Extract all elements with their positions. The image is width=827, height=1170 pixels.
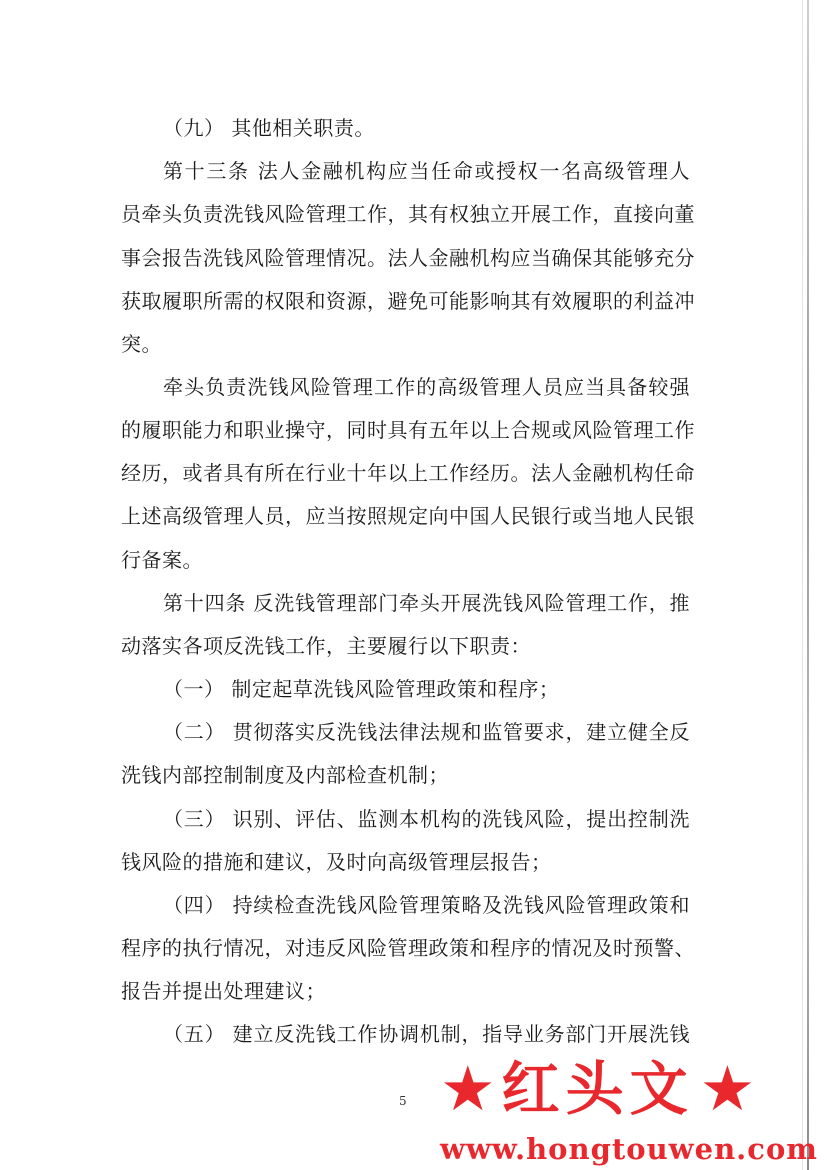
text-line: 获取履职所需的权限和资源，避免可能影响其有效履职的利益冲 xyxy=(121,289,695,313)
page-number: 5 xyxy=(399,1094,407,1108)
text-line: 洗钱内部控制制度及内部检查机制； xyxy=(121,763,449,787)
text-line: 经历，或者具有所在行业十年以上工作经历。法人金融机构任命 xyxy=(121,461,695,485)
text-line: （一） 制定起草洗钱风险管理政策和程序； xyxy=(163,677,560,701)
text-line: 员牵头负责洗钱风险管理工作，其有权独立开展工作，直接向董 xyxy=(121,202,695,226)
watermark xyxy=(440,1052,827,1170)
watermark-brand: 红头文 xyxy=(501,1055,694,1123)
text-line: 行备案。 xyxy=(121,548,203,572)
watermark-url: www.hongtouwen.com xyxy=(440,1132,818,1166)
text-line: （九） 其他相关职责。 xyxy=(163,116,375,140)
text-line: 事会报告洗钱风险管理情况。法人金融机构应当确保其能够充分 xyxy=(121,246,695,270)
text-line: （五） 建立反洗钱工作协调机制，指导业务部门开展洗钱 xyxy=(163,1022,690,1046)
text-line: 钱风险的措施和建议，及时向高级管理层报告； xyxy=(121,850,552,874)
text-line: 报告并提出处理建议； xyxy=(121,979,326,1003)
text-line: （二） 贯彻落实反洗钱法律法规和监管要求，建立健全反 xyxy=(163,720,690,744)
text-line: 程序的执行情况，对违反风险管理政策和程序的情况及时预警、 xyxy=(121,936,695,960)
text-line: 的履职能力和职业操守，同时具有五年以上合规或风险管理工作 xyxy=(121,418,695,442)
watermark-banner xyxy=(440,1052,827,1126)
text-line: 动落实各项反洗钱工作，主要履行以下职责： xyxy=(121,634,531,658)
text-line: （四） 持续检查洗钱风险管理策略及洗钱风险管理政策和 xyxy=(163,893,690,917)
text-line: 上述高级管理人员，应当按照规定向中国人民银行或当地人民银 xyxy=(121,504,695,528)
text-line: 牵头负责洗钱风险管理工作的高级管理人员应当具备较强 xyxy=(163,375,690,399)
star-icon: ★ xyxy=(440,1052,496,1125)
text-line: 第十三条 法人金融机构应当任命或授权一名高级管理人 xyxy=(163,159,690,183)
text-line: （三） 识别、评估、监测本机构的洗钱风险，提出控制洗 xyxy=(163,807,690,831)
text-line: 第十四条 反洗钱管理部门牵头开展洗钱风险管理工作，推 xyxy=(163,591,690,615)
star-icon: ★ xyxy=(699,1052,756,1125)
text-line: 突。 xyxy=(121,332,162,356)
